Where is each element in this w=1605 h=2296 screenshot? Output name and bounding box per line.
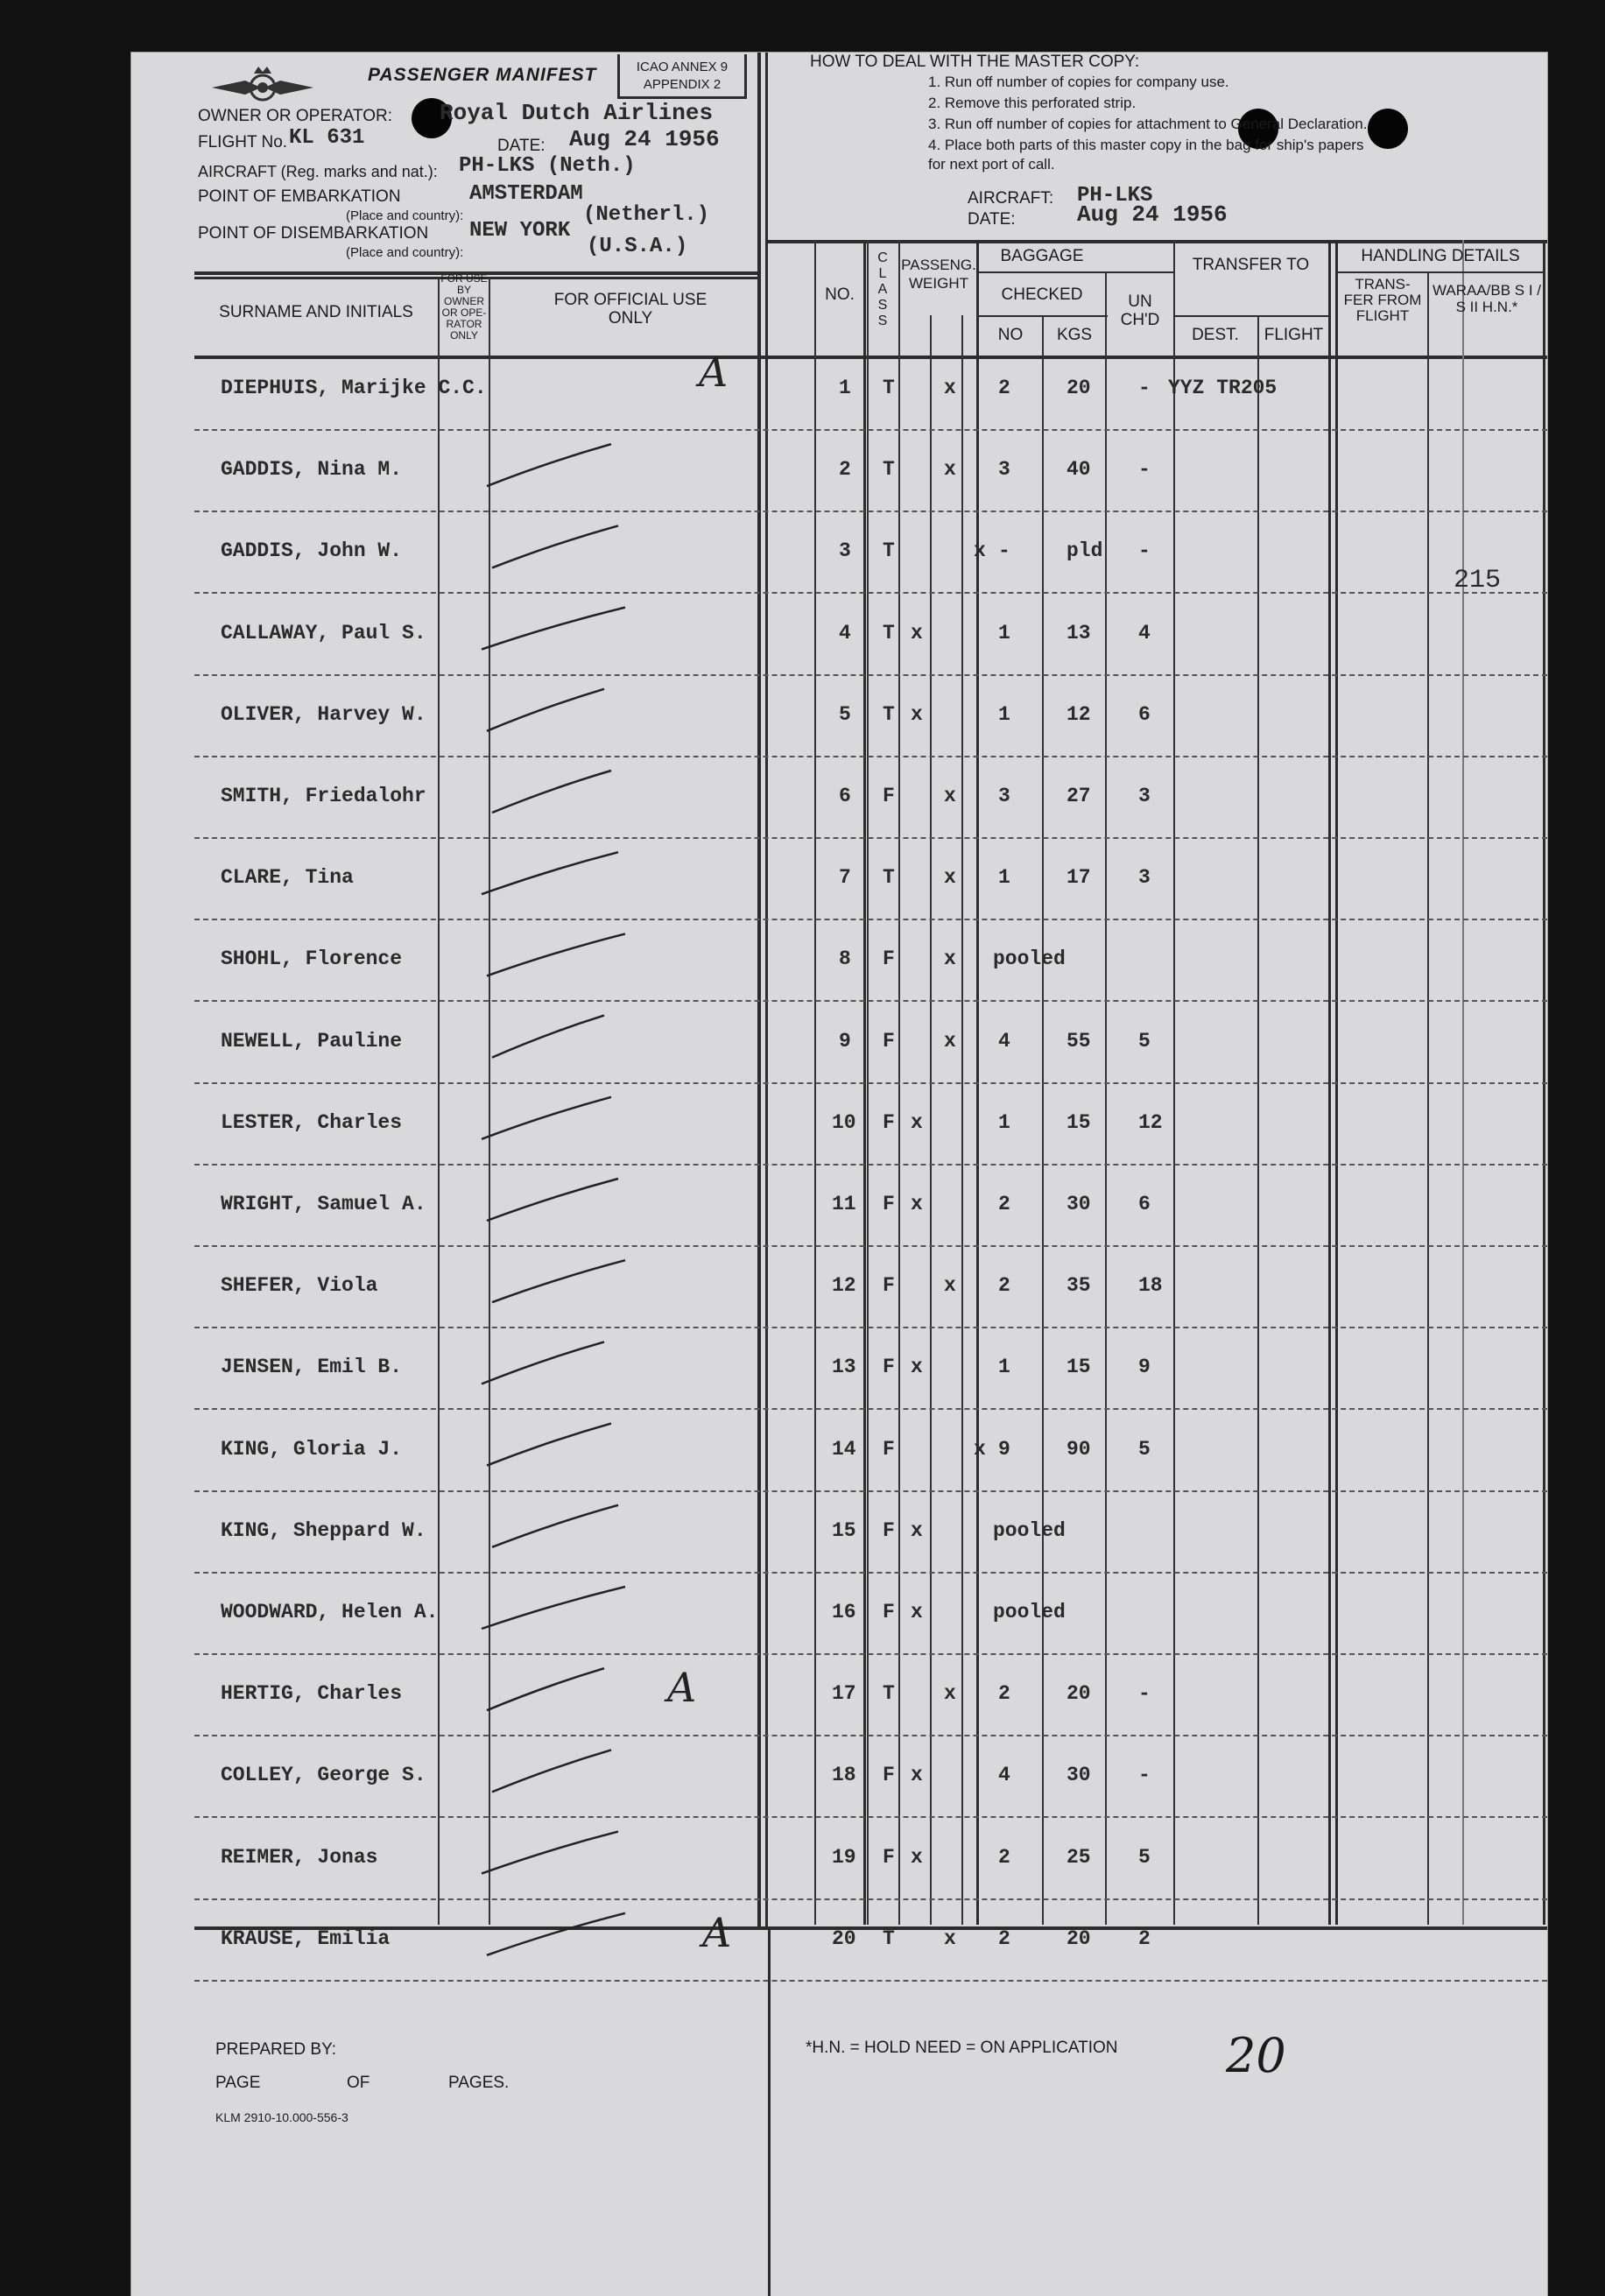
passenger-class: T <box>883 621 895 644</box>
passenger-no: 14 <box>832 1437 856 1461</box>
passenger-no: 15 <box>832 1518 856 1542</box>
baggage-kgs: 13 <box>1066 621 1091 644</box>
passenger-no: 13 <box>832 1356 856 1379</box>
passenger-name: GADDIS, John W. <box>221 539 403 563</box>
passenger-no: 18 <box>832 1764 856 1787</box>
col-header-flight: FLIGHT <box>1264 326 1324 344</box>
baggage-unchecked: 6 <box>1138 702 1151 726</box>
passenger-weight-mark: x <box>911 1110 923 1134</box>
passenger-weight-mark: x <box>974 1437 986 1461</box>
passenger-class: T <box>883 866 895 890</box>
passenger-no: 11 <box>832 1193 856 1215</box>
baggage-kgs: 15 <box>1066 1356 1091 1379</box>
baggage-kgs: 30 <box>1066 1764 1091 1787</box>
baggage-kgs: 90 <box>1066 1437 1091 1461</box>
initial-mark: A <box>702 1909 732 1956</box>
baggage-count: 2 <box>998 1682 1010 1706</box>
check-mark <box>482 852 618 894</box>
col-header-unchecked: UN CH'D <box>1120 292 1160 329</box>
baggage-kgs: 20 <box>1066 1926 1091 1950</box>
passenger-name: LESTER, Charles <box>221 1110 403 1134</box>
col-header-transfer-to: TRANSFER TO <box>1192 256 1310 274</box>
baggage-unchecked: 6 <box>1138 1193 1151 1215</box>
passenger-name: NEWELL, Pauline <box>221 1029 403 1053</box>
owner-label: OWNER OR OPERATOR: <box>198 107 393 125</box>
passenger-name: GADDIS, Nina M. <box>221 458 403 482</box>
form-number: KLM 2910-10.000-556-3 <box>215 2110 348 2124</box>
passenger-class: T <box>883 1926 895 1950</box>
total-handwritten: 20 <box>1226 2028 1286 2083</box>
disembarkation-value: NEW YORK <box>469 219 571 243</box>
baggage-kgs: 35 <box>1066 1274 1091 1298</box>
baggage-kgs: 20 <box>1066 377 1091 399</box>
baggage-count: 4 <box>998 1029 1010 1053</box>
flight-label: FLIGHT No. <box>198 133 288 151</box>
passenger-class: F <box>883 1764 895 1787</box>
passenger-name: OLIVER, Harvey W. <box>221 702 426 726</box>
passenger-name: KING, Gloria J. <box>221 1437 403 1461</box>
passenger-class: F <box>883 1601 895 1623</box>
check-marks <box>131 53 1547 2296</box>
passenger-weight-mark: x <box>911 1356 923 1379</box>
baggage-count: 2 <box>998 1926 1010 1950</box>
passenger-no: 12 <box>832 1274 856 1298</box>
baggage-count: 1 <box>998 1110 1010 1134</box>
col-header-kgs: KGS <box>1056 326 1093 344</box>
baggage-pooled: pooled <box>993 947 1066 971</box>
passenger-weight-mark: x <box>974 539 986 563</box>
baggage-count: 4 <box>998 1764 1010 1787</box>
baggage-kgs: 25 <box>1066 1845 1091 1869</box>
col-header-class: C L A S S <box>877 250 888 328</box>
check-mark <box>492 525 618 567</box>
passenger-weight-mark: x <box>944 1926 956 1950</box>
baggage-count: 1 <box>998 621 1010 644</box>
col-header-surname: SURNAME AND INITIALS <box>219 303 413 321</box>
baggage-unchecked: 5 <box>1138 1437 1151 1461</box>
passenger-name: WOODWARD, Helen A. <box>221 1601 439 1623</box>
check-mark <box>492 1016 604 1058</box>
instructions-date-label: DATE: <box>968 210 1016 229</box>
embarkation-country: (Netherl.) <box>583 203 710 227</box>
baggage-count: 2 <box>998 377 1010 399</box>
handling-number: 215 <box>1454 566 1502 595</box>
passenger-weight-mark: x <box>944 866 956 890</box>
appendix-label: APPENDIX 2 <box>643 77 722 92</box>
disembarkation-label: POINT OF DISEMBARKATION <box>198 224 429 243</box>
passenger-class: F <box>883 1110 895 1134</box>
baggage-kgs: 55 <box>1066 1029 1091 1053</box>
baggage-kgs: 40 <box>1066 458 1091 482</box>
baggage-unchecked: 2 <box>1138 1926 1151 1950</box>
aircraft-value: PH-LKS (Neth.) <box>459 154 636 178</box>
instruction-item: 2. Remove this perforated strip. <box>928 95 1137 111</box>
instructions-aircraft-value: PH-LKS <box>1077 184 1153 208</box>
baggage-kgs: 20 <box>1066 1682 1091 1706</box>
passenger-name: REIMER, Jonas <box>221 1845 378 1869</box>
baggage-count: 2 <box>998 1274 1010 1298</box>
passenger-class: F <box>883 1437 895 1461</box>
passenger-name: WRIGHT, Samuel A. <box>221 1193 426 1215</box>
baggage-unchecked: 4 <box>1138 621 1151 644</box>
embarkation-value: AMSTERDAM <box>469 182 583 206</box>
manifest-page <box>131 53 1547 2296</box>
passenger-class: T <box>883 702 895 726</box>
passenger-weight-mark: x <box>944 785 956 807</box>
aircraft-label: AIRCRAFT (Reg. marks and nat.): <box>198 163 438 180</box>
passenger-weight-mark: x <box>911 621 923 644</box>
instructions-date-value: Aug 24 1956 <box>1077 201 1228 228</box>
of-label: OF <box>347 2074 370 2092</box>
instruction-item: 4. Place both parts of this master copy in the bag for ship's papers <box>928 137 1364 153</box>
col-header-transfer-from-flight: TRANS- FER FROM FLIGHT <box>1343 276 1422 324</box>
initial-mark: A <box>699 349 729 396</box>
baggage-unchecked: - <box>1138 1682 1151 1706</box>
passenger-weight-mark: x <box>911 1518 923 1542</box>
instruction-item: 1. Run off number of copies for company use. <box>928 74 1229 90</box>
baggage-unchecked: 5 <box>1138 1845 1151 1869</box>
passenger-weight-mark: x <box>911 1764 923 1787</box>
passenger-class: F <box>883 1518 895 1542</box>
col-header-official-use: FOR OFFICIAL USE ONLY <box>553 291 707 327</box>
passenger-no: 2 <box>839 458 851 482</box>
passenger-class: F <box>883 947 895 971</box>
baggage-pooled: pooled <box>993 1601 1066 1623</box>
col-header-handling-details: HANDLING DETAILS <box>1361 247 1520 265</box>
col-header-no: NO. <box>825 285 855 304</box>
passenger-no: 17 <box>832 1682 856 1706</box>
passenger-no: 8 <box>839 947 851 971</box>
prepared-by-label: PREPARED BY: <box>215 2040 336 2059</box>
baggage-count: 2 <box>998 1845 1010 1869</box>
baggage-kgs: 27 <box>1066 785 1091 807</box>
passenger-name: SHEFER, Viola <box>221 1274 378 1298</box>
passenger-no: 9 <box>839 1029 851 1053</box>
passenger-class: F <box>883 1274 895 1298</box>
pages-label: PAGES. <box>448 2074 510 2092</box>
hold-need-note: *H.N. = HOLD NEED = ON APPLICATION <box>806 2039 1118 2057</box>
baggage-kgs: 17 <box>1066 866 1091 890</box>
passenger-weight-mark: x <box>944 1274 956 1298</box>
passenger-name: COLLEY, George S. <box>221 1764 426 1787</box>
passenger-name: CALLAWAY, Paul S. <box>221 621 426 644</box>
col-header-checked: CHECKED <box>1001 285 1083 304</box>
baggage-unchecked: 9 <box>1138 1356 1151 1379</box>
instruction-item: for next port of call. <box>928 156 1055 173</box>
instruction-item: 3. Run off number of copies for attachment to General Declaration. <box>928 116 1368 132</box>
passenger-class: F <box>883 785 895 807</box>
passenger-class: F <box>883 1193 895 1215</box>
check-mark <box>492 1750 611 1792</box>
baggage-count: 2 <box>998 1193 1010 1215</box>
passenger-name: JENSEN, Emil B. <box>221 1356 403 1379</box>
passenger-no: 6 <box>839 785 851 807</box>
baggage-count: 1 <box>998 702 1010 726</box>
baggage-unchecked: 3 <box>1138 866 1151 890</box>
check-mark <box>492 771 611 813</box>
passenger-no: 16 <box>832 1601 856 1623</box>
passenger-weight-mark: x <box>911 1193 923 1215</box>
disembarkation-sub-label: (Place and country): <box>346 245 464 260</box>
passenger-weight-mark: x <box>911 1601 923 1623</box>
owner-value: Royal Dutch Airlines <box>440 100 714 126</box>
passenger-weight-mark: x <box>911 702 923 726</box>
check-mark <box>487 1424 611 1466</box>
passenger-name: KING, Sheppard W. <box>221 1518 426 1542</box>
instructions-heading: HOW TO DEAL WITH THE MASTER COPY: <box>810 53 1140 71</box>
col-header-baggage: BAGGAGE <box>1000 247 1084 265</box>
baggage-count: 1 <box>998 1356 1010 1379</box>
embarkation-sub-label: (Place and country): <box>346 208 464 223</box>
baggage-kgs: 15 <box>1066 1110 1091 1134</box>
check-mark <box>482 1342 604 1384</box>
baggage-kgs: 12 <box>1066 702 1091 726</box>
passenger-no: 10 <box>832 1110 856 1134</box>
baggage-unchecked: - <box>1138 377 1151 399</box>
passenger-name: SHOHL, Florence <box>221 947 403 971</box>
check-mark <box>487 689 604 731</box>
check-mark <box>487 444 611 486</box>
check-mark <box>482 608 625 650</box>
passenger-no: 3 <box>839 539 851 563</box>
baggage-unchecked: 18 <box>1138 1274 1163 1298</box>
passenger-class: T <box>883 458 895 482</box>
initial-mark: A <box>667 1664 697 1711</box>
passenger-name: KRAUSE, Emilia <box>221 1926 391 1950</box>
flight-value: KL 631 <box>289 126 365 150</box>
date-label: DATE: <box>497 137 546 155</box>
check-mark <box>482 1832 618 1874</box>
passenger-no: 5 <box>839 702 851 726</box>
baggage-count: 3 <box>998 458 1010 482</box>
passenger-no: 4 <box>839 621 851 644</box>
passenger-no: 19 <box>832 1845 856 1869</box>
baggage-pooled: pooled <box>993 1518 1066 1542</box>
passenger-class: T <box>883 1682 895 1706</box>
passenger-name: DIEPHUIS, Marijke C.C. <box>221 377 487 399</box>
check-mark <box>492 1505 618 1547</box>
col-header-dest: DEST. <box>1192 326 1239 344</box>
check-mark <box>487 1913 625 1955</box>
baggage-kgs: 30 <box>1066 1193 1091 1215</box>
baggage-unchecked: 5 <box>1138 1029 1151 1053</box>
disembarkation-country: (U.S.A.) <box>587 235 688 258</box>
check-mark <box>492 1260 625 1302</box>
col-header-waraa: WARAA/BB S I / S II H.N.* <box>1432 282 1542 315</box>
passenger-weight-mark: x <box>911 1845 923 1869</box>
check-mark <box>487 1179 618 1221</box>
passenger-class: T <box>883 539 895 563</box>
annex-label: ICAO ANNEX 9 <box>636 60 729 74</box>
baggage-count: 1 <box>998 866 1010 890</box>
baggage-kgs: pld <box>1066 539 1103 563</box>
passenger-name: SMITH, Friedalohr <box>221 785 426 807</box>
passenger-no: 7 <box>839 866 851 890</box>
baggage-count: 3 <box>998 785 1010 807</box>
baggage-unchecked: 12 <box>1138 1110 1163 1134</box>
transfer-destination: YYZ TR205 <box>1168 377 1278 399</box>
col-header-passenger-weight: PASSENG. WEIGHT <box>901 257 976 292</box>
baggage-unchecked: - <box>1138 458 1151 482</box>
check-mark <box>482 1097 611 1139</box>
form-title: PASSENGER MANIFEST <box>368 65 597 85</box>
baggage-count: - <box>998 539 1010 563</box>
embarkation-label: POINT OF EMBARKATION <box>198 187 401 206</box>
passenger-name: CLARE, Tina <box>221 866 354 890</box>
date-value: Aug 24 1956 <box>569 126 720 152</box>
passenger-weight-mark: x <box>944 947 956 971</box>
passenger-class: F <box>883 1845 895 1869</box>
col-header-owner-use: FOR USE BY OWNER OR OPE- RATOR ONLY <box>440 272 488 342</box>
check-mark <box>482 1587 625 1629</box>
passenger-class: F <box>883 1029 895 1053</box>
baggage-unchecked: - <box>1138 539 1151 563</box>
baggage-count: 9 <box>998 1437 1010 1461</box>
page-label: PAGE <box>215 2074 261 2092</box>
baggage-unchecked: 3 <box>1138 785 1151 807</box>
passenger-weight-mark: x <box>944 458 956 482</box>
passenger-no: 1 <box>839 377 851 399</box>
check-mark <box>487 1668 604 1710</box>
check-mark <box>487 933 625 975</box>
passenger-class: F <box>883 1356 895 1379</box>
passenger-weight-mark: x <box>944 1029 956 1053</box>
passenger-weight-mark: x <box>944 1682 956 1706</box>
passenger-weight-mark: x <box>944 377 956 399</box>
baggage-unchecked: - <box>1138 1764 1151 1787</box>
passenger-class: T <box>883 377 895 399</box>
col-header-bag-no: NO <box>997 326 1024 344</box>
instructions-aircraft-label: AIRCRAFT: <box>968 189 1054 208</box>
passenger-name: HERTIG, Charles <box>221 1682 403 1706</box>
passenger-no: 20 <box>832 1926 856 1950</box>
